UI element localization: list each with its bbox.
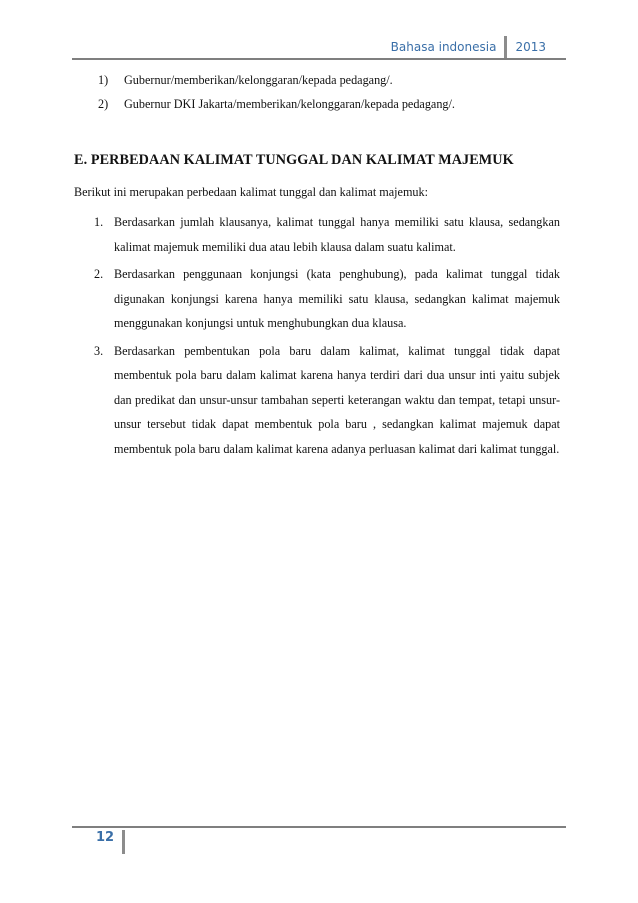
page-header	[391, 36, 546, 58]
list-item-text: Gubernur/memberikan/kelonggaran/kepada pedagang/.	[124, 73, 393, 87]
footer-rule	[72, 826, 566, 828]
document-year: 2013	[515, 40, 546, 54]
list-item	[78, 210, 560, 259]
list-item	[78, 339, 560, 462]
list-item	[78, 92, 560, 116]
list-item-number: 2)	[98, 97, 109, 111]
page-content	[74, 68, 560, 464]
header-rule	[72, 58, 566, 60]
list-item-number: 2.	[94, 267, 104, 281]
list-item-text: Berdasarkan jumlah klausanya, kalimat tunggal hanya memiliki satu klausa, sedangkan kalimat majemuk memiliki dua atau lebih klausa dalam suatu kalimat.	[114, 215, 560, 254]
footer-divider	[122, 830, 125, 854]
list-item-number: 3.	[94, 343, 104, 358]
section-heading: E. PERBEDAAN KALIMAT TUNGGAL DAN KALIMAT MAJEMUK	[74, 152, 514, 168]
example-list	[78, 68, 560, 116]
list-item-number: 1.	[94, 215, 104, 229]
list-item-text: Gubernur DKI Jakarta/memberikan/kelonggaran/kepada pedagang/.	[124, 97, 455, 111]
document-title: Bahasa indonesia	[390, 40, 497, 54]
list-item-text: Berdasarkan pembentukan pola baru dalam kalimat, kalimat tunggal tidak dapat membentuk pola baru dalam kalimat karena hanya terdiri dari dua unsur inti yaitu subjek dan predikat dan unsur-unsur tambahan seperti keterangan waktu dan tempat, tetapi unsur-unsur tersebut tidak dapat membentuk pola baru , sedangkan kalimat majemuk dapat membentuk pola baru dalam kalimat karena adanya perluasan kalimat dari kalimat tunggal.	[114, 343, 560, 456]
list-item-number: 1)	[98, 73, 109, 87]
difference-list	[78, 210, 560, 461]
page-number: 12	[96, 830, 115, 845]
list-item	[78, 262, 560, 336]
section-intro: Berikut ini merupakan perbedaan kalimat tunggal dan kalimat majemuk:	[74, 185, 429, 199]
list-item-text: Berdasarkan penggunaan konjungsi (kata penghubung), pada kalimat tunggal tidak digunakan konjungsi karena hanya memiliki satu klausa, sedangkan kalimat majemuk menggunakan konjungsi untuk menghubungkan dua klausa.	[114, 267, 560, 330]
list-item	[78, 68, 560, 92]
page-footer	[96, 830, 125, 854]
